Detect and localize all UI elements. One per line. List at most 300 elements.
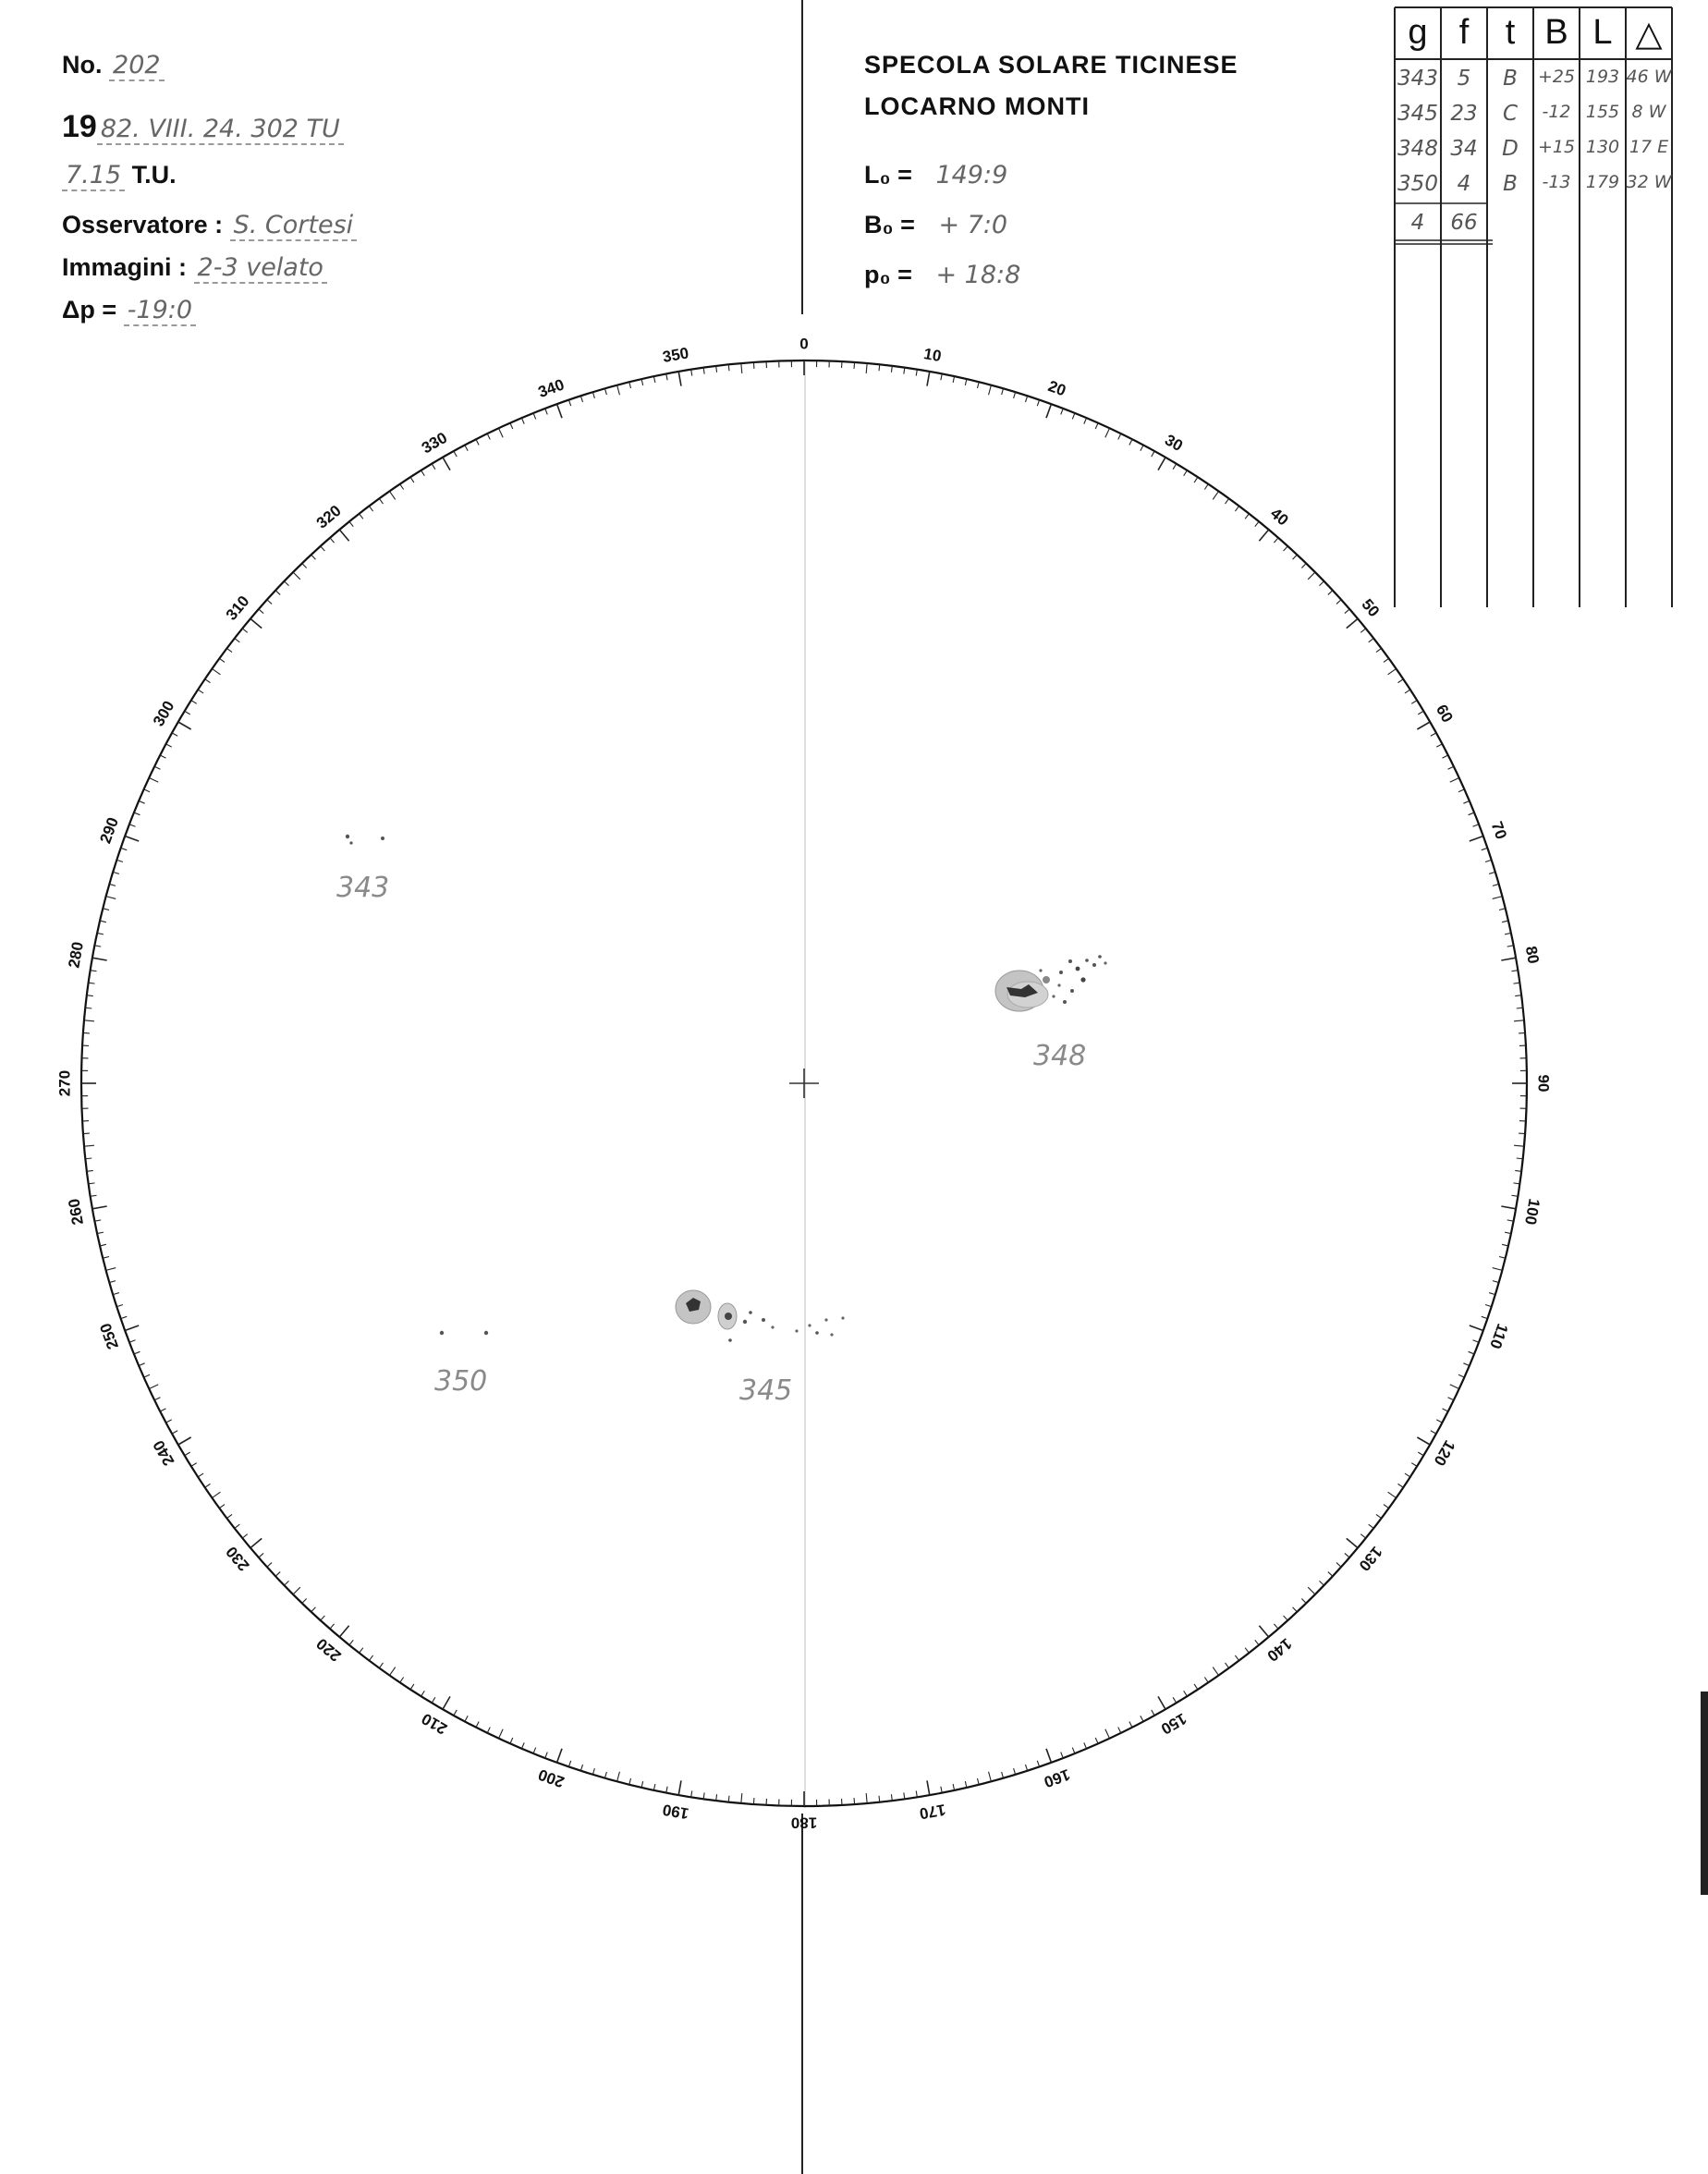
degree-tick: [1259, 1626, 1268, 1637]
degree-tick: [267, 1563, 272, 1568]
degree-tick: [741, 363, 742, 373]
degree-tick: [410, 1684, 414, 1690]
degree-tick: [129, 1340, 136, 1343]
degree-tick: [545, 409, 548, 415]
degree-tick: [89, 1183, 95, 1184]
degree-tick: [178, 722, 191, 729]
degree-tick: [106, 897, 116, 899]
degree-tick: [1501, 958, 1516, 960]
observer-value: S. Cortesi: [230, 211, 358, 241]
degree-tick: [1431, 733, 1436, 736]
degree-tick: [1095, 1738, 1098, 1743]
degree-tick: [389, 1667, 395, 1676]
degree-tick: [953, 1784, 954, 1790]
degree-tick: [965, 379, 967, 385]
degree-tick: [379, 498, 383, 504]
degree-tick: [1118, 434, 1121, 439]
degree-tick: [568, 1761, 570, 1767]
degree-tick: [1014, 392, 1016, 398]
degree-tick: [1037, 1761, 1039, 1767]
degree-label: 50: [1358, 595, 1384, 621]
table-cell: 8 W: [1631, 102, 1666, 122]
degree-tick: [284, 1581, 288, 1585]
degree-tick: [1501, 1206, 1516, 1209]
degree-tick: [235, 1524, 240, 1528]
degree-tick: [728, 1796, 729, 1802]
degree-tick: [1184, 1691, 1188, 1696]
degree-tick: [617, 1772, 620, 1782]
degree-tick: [84, 1020, 94, 1021]
degree-tick: [891, 1794, 892, 1801]
degree-tick: [1499, 1256, 1506, 1258]
degree-label: 160: [1042, 1765, 1073, 1791]
degree-tick: [87, 995, 93, 996]
degree-label: 30: [1162, 431, 1186, 456]
dp-value: -19:0: [124, 296, 196, 326]
degree-tick: [533, 413, 536, 419]
degree-tick: [84, 1145, 94, 1146]
degree-tick: [212, 1492, 220, 1497]
degree-tick: [1158, 458, 1165, 470]
degree-tick: [1308, 1587, 1315, 1594]
degree-label: 120: [1430, 1436, 1459, 1470]
degree-tick: [1301, 1598, 1306, 1603]
degree-tick: [144, 789, 150, 792]
degree-tick: [465, 446, 468, 451]
degree-tick: [113, 1293, 119, 1295]
degree-tick: [432, 464, 435, 470]
degree-tick: [293, 572, 300, 580]
degree-tick: [1469, 812, 1474, 815]
degree-tick: [1255, 521, 1259, 526]
sunspot-group-348: [995, 955, 1107, 1072]
table-cell: 350: [1397, 172, 1438, 196]
table-header-cell: f: [1458, 13, 1470, 52]
degree-tick: [1336, 600, 1341, 605]
no-value: 202: [109, 51, 165, 81]
degree-tick: [666, 1787, 667, 1793]
degree-tick: [666, 373, 667, 380]
degree-tick: [139, 800, 144, 803]
degree-tick: [1376, 648, 1382, 652]
table-cell: 179: [1585, 172, 1620, 192]
degree-tick: [1046, 404, 1051, 418]
degree-tick: [1141, 446, 1143, 451]
degree-tick: [92, 958, 107, 960]
degree-tick: [953, 376, 954, 383]
table-cell: 5: [1457, 67, 1471, 91]
degree-tick: [545, 1753, 548, 1759]
degree-tick: [293, 1587, 300, 1594]
degree-tick: [1173, 464, 1177, 470]
degree-tick: [1173, 1697, 1177, 1703]
degree-tick: [160, 755, 165, 758]
table-cell: 23: [1450, 102, 1478, 126]
degree-tick: [421, 470, 425, 476]
sunspot-group-350: [434, 1331, 488, 1398]
degree-tick: [866, 363, 867, 373]
degree-tick: [1517, 1158, 1523, 1159]
degree-tick: [242, 1534, 247, 1538]
degree-tick: [1515, 995, 1521, 996]
degree-tick: [116, 1304, 123, 1306]
degree-tick: [1245, 1648, 1249, 1654]
table-cell: 130: [1585, 137, 1620, 157]
degree-tick: [1369, 1524, 1374, 1528]
degree-tick: [121, 848, 128, 849]
table-cell: 343: [1397, 67, 1438, 91]
table-cell: 193: [1585, 67, 1620, 87]
degree-tick: [653, 376, 654, 383]
observatory-location: LOCARNO MONTI: [864, 92, 1090, 120]
degree-tick: [154, 766, 160, 769]
degree-tick: [1514, 1020, 1524, 1021]
degree-tick: [1469, 1351, 1474, 1354]
degree-tick: [941, 1787, 942, 1793]
degree-tick: [879, 1796, 880, 1802]
degree-tick: [487, 434, 490, 439]
degree-tick: [1443, 755, 1448, 758]
degree-tick: [198, 1473, 203, 1477]
degree-tick: [1095, 423, 1098, 429]
degree-tick: [989, 385, 992, 396]
degree-tick: [330, 538, 335, 543]
degree-tick: [235, 639, 240, 642]
degree-tick: [185, 711, 190, 714]
degree-tick: [1505, 1232, 1511, 1233]
table-header-cell: B: [1544, 13, 1568, 52]
degree-tick: [1274, 538, 1278, 543]
degree-tick: [1284, 546, 1288, 551]
degree-tick: [1226, 1663, 1229, 1668]
degree-tick: [580, 396, 582, 402]
degree-tick: [400, 484, 404, 490]
degree-tick: [1513, 1183, 1519, 1184]
degree-tick: [103, 1256, 109, 1258]
degree-tick: [85, 1158, 92, 1159]
degree-tick: [1473, 1340, 1480, 1343]
degree-tick: [1072, 413, 1075, 419]
degree-tick: [1072, 1748, 1075, 1753]
degree-tick: [1473, 824, 1480, 827]
degree-tick: [1002, 1772, 1004, 1778]
degree-tick: [1450, 778, 1459, 783]
degree-tick: [703, 1792, 704, 1799]
degree-tick: [716, 1794, 717, 1801]
degree-tick: [653, 1784, 654, 1790]
degree-tick: [432, 1697, 435, 1703]
degree-tick: [339, 1626, 348, 1637]
tu-label: T.U.: [131, 161, 177, 189]
degree-label: 20: [1045, 377, 1068, 400]
degree-tick: [1470, 837, 1483, 841]
degree-tick: [916, 370, 917, 376]
degree-tick: [219, 1505, 225, 1508]
degree-label: 250: [96, 1321, 123, 1352]
degree-tick: [166, 744, 172, 747]
degree-label: 210: [418, 1709, 451, 1739]
degree-tick: [1255, 1640, 1259, 1644]
degree-tick: [321, 1616, 325, 1620]
degree-tick: [1245, 514, 1249, 519]
degree-label: 220: [312, 1634, 345, 1666]
group-label-348: 348: [1033, 1040, 1087, 1072]
degree-tick: [1489, 1293, 1495, 1295]
degree-tick: [1482, 848, 1488, 849]
degree-tick: [1046, 1749, 1051, 1763]
degree-tick: [1037, 400, 1039, 407]
table-cell: +25: [1537, 67, 1576, 87]
l0-value: 149:9: [935, 161, 1008, 189]
scan-edge-mark: [1701, 1692, 1708, 1895]
degree-label: 70: [1487, 819, 1510, 842]
degree-tick: [557, 1749, 562, 1763]
degree-tick: [1515, 1170, 1521, 1171]
degree-tick: [1347, 1538, 1358, 1547]
degree-tick: [904, 1792, 905, 1799]
degree-tick: [1158, 1696, 1165, 1709]
degree-tick: [443, 1696, 450, 1709]
degree-tick: [250, 1538, 262, 1547]
degree-tick: [226, 1514, 232, 1518]
degree-tick: [166, 1420, 172, 1423]
degree-tick: [1235, 506, 1238, 511]
degree-tick: [226, 648, 232, 652]
degree-tick: [1398, 1484, 1404, 1487]
degree-tick: [121, 1316, 128, 1318]
degree-tick: [369, 1655, 372, 1661]
degree-tick: [1514, 1145, 1524, 1146]
date-value: 82. VIII. 24. 302 TU: [97, 115, 344, 145]
degree-tick: [302, 1598, 307, 1603]
degree-tick: [94, 946, 101, 947]
degree-tick: [1105, 428, 1110, 437]
degree-tick: [1411, 1463, 1417, 1467]
degree-tick: [172, 733, 177, 736]
degree-tick: [1360, 1534, 1365, 1538]
degree-tick: [866, 1793, 867, 1803]
degree-tick: [1463, 1363, 1469, 1366]
degree-tick: [250, 618, 262, 628]
table-cell: -13: [1542, 172, 1571, 192]
degree-tick: [144, 1374, 150, 1377]
degree-tick: [106, 1268, 116, 1271]
degree-tick: [198, 690, 203, 693]
degree-tick: [1388, 1492, 1397, 1497]
degree-tick: [1204, 484, 1208, 490]
degree-label: 10: [921, 345, 943, 366]
table-total-cell: 66: [1450, 211, 1478, 235]
degree-tick: [1014, 1768, 1016, 1775]
degree-tick: [465, 1716, 468, 1721]
degree-tick: [965, 1781, 967, 1788]
degree-label: 270: [55, 1069, 74, 1097]
degree-tick: [1405, 1473, 1410, 1477]
degree-tick: [330, 1624, 335, 1629]
degree-tick: [349, 521, 353, 526]
degree-tick: [191, 1463, 197, 1467]
group-label-350: 350: [434, 1365, 488, 1398]
degree-tick: [1507, 1220, 1514, 1221]
degree-tick: [134, 812, 140, 815]
degree-tick: [360, 1648, 363, 1654]
degree-tick: [476, 1722, 479, 1728]
degree-tick: [1194, 1684, 1198, 1690]
degree-tick: [1470, 1325, 1483, 1330]
degree-label: 280: [65, 940, 87, 970]
degree-tick: [149, 778, 158, 783]
degree-tick: [1436, 744, 1442, 747]
degree-tick: [1084, 418, 1087, 423]
degree-tick: [1235, 1655, 1238, 1661]
degree-tick: [139, 1363, 144, 1366]
b0-value: + 7:0: [938, 211, 1008, 239]
degree-tick: [989, 1772, 992, 1782]
degree-tick: [1105, 1729, 1110, 1739]
degree-tick: [1152, 1710, 1154, 1716]
degree-tick: [499, 1729, 504, 1739]
degree-label: 130: [1355, 1543, 1386, 1575]
table-cell: B: [1503, 172, 1518, 196]
table-cell: 348: [1397, 137, 1438, 161]
degree-tick: [641, 1781, 643, 1788]
degree-tick: [521, 1742, 524, 1748]
degree-label: 150: [1157, 1709, 1190, 1739]
degree-tick: [172, 1431, 177, 1434]
degree-tick: [1213, 491, 1218, 499]
year-prefix: 19: [62, 109, 97, 144]
images-value: 2-3 velato: [194, 253, 327, 284]
degree-tick: [604, 388, 606, 395]
degree-tick: [149, 1385, 158, 1389]
degree-tick: [154, 1398, 160, 1400]
degree-tick: [741, 1793, 742, 1803]
degree-tick: [1141, 1716, 1143, 1721]
degree-tick: [617, 385, 620, 396]
degree-tick: [1308, 572, 1315, 580]
degree-tick: [1002, 388, 1004, 395]
table-cell: +15: [1537, 137, 1576, 157]
degree-tick: [1328, 1572, 1333, 1577]
degree-tick: [1493, 1268, 1503, 1271]
degree-tick: [1398, 679, 1404, 683]
p0-label: p₀ =: [864, 261, 912, 288]
degree-tick: [1129, 439, 1132, 445]
degree-tick: [592, 392, 594, 398]
degree-tick: [1448, 766, 1454, 769]
degree-tick: [1436, 1420, 1442, 1423]
degree-tick: [113, 872, 119, 873]
degree-tick: [1369, 639, 1374, 642]
table-cell: 155: [1585, 102, 1620, 122]
degree-tick: [568, 400, 570, 407]
degree-tick: [1485, 1304, 1492, 1306]
degree-tick: [1360, 629, 1365, 632]
degree-tick: [185, 1452, 190, 1456]
degree-tick: [1450, 1385, 1459, 1389]
degree-tick: [1376, 1514, 1382, 1518]
degree-tick: [1493, 884, 1499, 885]
degree-tick: [410, 477, 414, 482]
degree-tick: [904, 368, 905, 374]
degree-tick: [369, 506, 372, 511]
degree-tick: [977, 1778, 979, 1785]
degree-tick: [1411, 701, 1417, 704]
time-value: 7.15: [62, 161, 125, 191]
degree-tick: [1458, 1374, 1464, 1377]
table-cell: 17 E: [1629, 137, 1669, 157]
degree-tick: [1336, 1563, 1341, 1568]
degree-tick: [1301, 563, 1306, 568]
degree-tick: [100, 921, 106, 922]
degree-label: 110: [1486, 1321, 1512, 1351]
degree-label: 60: [1432, 702, 1457, 726]
degree-tick: [1511, 1195, 1518, 1196]
table-cell: 32 W: [1626, 172, 1672, 192]
degree-tick: [1319, 1581, 1324, 1585]
degree-label: 190: [661, 1801, 690, 1823]
degree-tick: [1118, 1728, 1121, 1733]
degree-tick: [1274, 1624, 1278, 1629]
degree-tick: [134, 1351, 140, 1354]
degree-label: 90: [1534, 1074, 1553, 1093]
degree-tick: [927, 1780, 930, 1795]
degree-label: 350: [661, 344, 690, 366]
degree-label: 290: [96, 814, 123, 846]
degree-tick: [1493, 897, 1503, 899]
degree-tick: [1152, 451, 1154, 457]
degree-tick: [1502, 921, 1508, 922]
degree-tick: [259, 609, 263, 614]
degree-tick: [521, 418, 524, 423]
degree-tick: [116, 860, 123, 861]
degree-tick: [242, 629, 247, 632]
table-header-cell: g: [1408, 13, 1428, 52]
table-cell: C: [1502, 102, 1519, 126]
degree-tick: [191, 701, 197, 704]
degree-tick: [91, 1195, 97, 1196]
degree-tick: [97, 1232, 104, 1233]
degree-label: 0: [799, 335, 809, 353]
degree-tick: [302, 563, 307, 568]
degree-tick: [275, 1572, 280, 1577]
degree-tick: [891, 366, 892, 373]
degree-label: 320: [312, 501, 345, 532]
degree-tick: [1025, 396, 1027, 402]
degree-tick: [1485, 860, 1492, 861]
degree-tick: [678, 372, 681, 386]
degree-tick: [109, 884, 116, 885]
degree-tick: [349, 1640, 353, 1644]
table-cell: 46 W: [1626, 67, 1672, 87]
degree-tick: [1347, 618, 1358, 628]
degree-tick: [499, 428, 504, 437]
degree-tick: [1129, 1722, 1132, 1728]
degree-tick: [321, 546, 325, 551]
degree-tick: [178, 1437, 191, 1445]
degree-tick: [703, 368, 704, 374]
degree-tick: [1384, 658, 1389, 662]
degree-tick: [1284, 1616, 1288, 1620]
degree-label: 100: [1521, 1197, 1543, 1227]
sunspot-group-345: [676, 1290, 845, 1407]
degree-tick: [1417, 722, 1430, 729]
degree-label: 80: [1521, 945, 1543, 966]
degree-tick: [1463, 800, 1469, 803]
degree-tick: [487, 1728, 490, 1733]
degree-tick: [94, 1220, 101, 1221]
degree-tick: [160, 1409, 165, 1411]
